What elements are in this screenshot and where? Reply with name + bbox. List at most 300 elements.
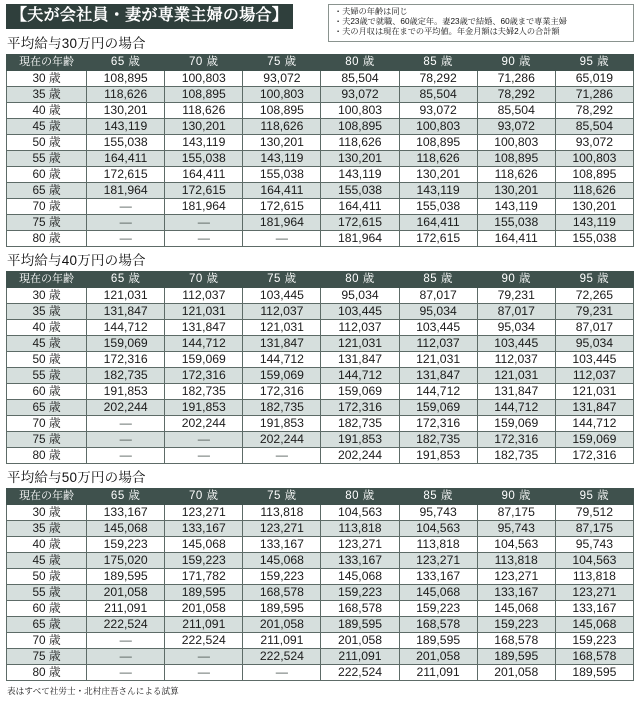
amount-cell: 133,167 [243, 537, 321, 553]
amount-cell: 112,037 [321, 320, 399, 336]
amount-cell: 118,626 [243, 119, 321, 135]
amount-cell: 130,201 [555, 199, 633, 215]
amount-cell: — [87, 231, 165, 247]
section-title: 平均給与30万円の場合 [7, 36, 146, 51]
row-header-age: 35 歳 [7, 87, 87, 103]
amount-cell: 118,626 [321, 135, 399, 151]
row-header-age: 75 歳 [7, 215, 87, 231]
amount-cell: 159,223 [321, 585, 399, 601]
section-title: 平均給与50万円の場合 [7, 470, 146, 485]
amount-cell: 112,037 [399, 336, 477, 352]
amount-cell: 211,091 [243, 633, 321, 649]
amount-cell: 172,615 [87, 167, 165, 183]
table-row [7, 87, 634, 103]
row-header-age: 60 歳 [7, 384, 87, 400]
row-header-age: 70 歳 [7, 633, 87, 649]
amount-cell: 172,615 [243, 199, 321, 215]
column-header-age-1: 65 歳 [87, 55, 165, 71]
salary-section-2 [6, 252, 634, 464]
row-header-age: 55 歳 [7, 368, 87, 384]
amount-cell: 95,034 [321, 288, 399, 304]
amount-cell: 123,271 [555, 585, 633, 601]
amount-cell: 155,038 [321, 183, 399, 199]
amount-cell: 123,271 [165, 505, 243, 521]
amount-cell: — [165, 231, 243, 247]
page-title: 【夫が会社員・妻が専業主婦の場合】 [6, 4, 293, 29]
amount-cell: 78,292 [555, 103, 633, 119]
amount-cell: 130,201 [87, 103, 165, 119]
amount-cell: 100,803 [477, 135, 555, 151]
row-header-age: 50 歳 [7, 135, 87, 151]
amount-cell: 191,853 [243, 416, 321, 432]
amount-cell: 100,803 [555, 151, 633, 167]
amount-cell: 104,563 [555, 553, 633, 569]
amount-cell: 143,119 [87, 119, 165, 135]
column-header-age-2: 70 歳 [165, 272, 243, 288]
amount-cell: 103,445 [477, 336, 555, 352]
amount-cell: 72,265 [555, 288, 633, 304]
amount-cell: 95,743 [399, 505, 477, 521]
amount-cell: 118,626 [165, 103, 243, 119]
amount-cell: 172,615 [399, 231, 477, 247]
amount-cell: 145,068 [399, 585, 477, 601]
amount-cell: 130,201 [321, 151, 399, 167]
amount-cell: 155,038 [555, 231, 633, 247]
amount-cell: 85,504 [399, 87, 477, 103]
amount-cell: 155,038 [87, 135, 165, 151]
amount-cell: — [165, 448, 243, 464]
amount-cell: 211,091 [165, 617, 243, 633]
column-header-age-6: 90 歳 [477, 489, 555, 505]
amount-cell: 112,037 [243, 304, 321, 320]
table-row [7, 151, 634, 167]
row-header-age: 65 歳 [7, 400, 87, 416]
amount-cell: 118,626 [555, 183, 633, 199]
amount-cell: 145,068 [243, 553, 321, 569]
amount-cell: 202,244 [165, 416, 243, 432]
amount-cell: 159,223 [477, 617, 555, 633]
amount-cell: 104,563 [321, 505, 399, 521]
column-header-age-1: 65 歳 [87, 272, 165, 288]
amount-cell: — [87, 432, 165, 448]
amount-cell: 144,712 [87, 320, 165, 336]
amount-cell: 133,167 [165, 521, 243, 537]
table-row [7, 569, 634, 585]
amount-cell: — [165, 432, 243, 448]
pension-amount-table [6, 54, 634, 247]
amount-cell: 211,091 [87, 601, 165, 617]
amount-cell: 222,524 [165, 633, 243, 649]
amount-cell: 164,411 [399, 215, 477, 231]
row-header-age: 45 歳 [7, 336, 87, 352]
amount-cell: 189,595 [165, 585, 243, 601]
amount-cell: 144,712 [399, 384, 477, 400]
amount-cell: 191,853 [321, 432, 399, 448]
amount-cell: 95,034 [399, 304, 477, 320]
table-row [7, 416, 634, 432]
amount-cell: 113,818 [243, 505, 321, 521]
amount-cell: 159,223 [399, 601, 477, 617]
amount-cell: 85,504 [555, 119, 633, 135]
amount-cell: 159,069 [165, 352, 243, 368]
amount-cell: 189,595 [477, 649, 555, 665]
amount-cell: 95,034 [555, 336, 633, 352]
amount-cell: 164,411 [87, 151, 165, 167]
amount-cell: 202,244 [243, 432, 321, 448]
row-header-age: 75 歳 [7, 432, 87, 448]
amount-cell: 93,072 [477, 119, 555, 135]
table-row [7, 384, 634, 400]
amount-cell: 172,316 [399, 416, 477, 432]
amount-cell: 108,895 [321, 119, 399, 135]
amount-cell: 159,223 [87, 537, 165, 553]
table-row [7, 585, 634, 601]
amount-cell: 181,964 [243, 215, 321, 231]
row-header-age: 40 歳 [7, 320, 87, 336]
amount-cell: 143,119 [555, 215, 633, 231]
amount-cell: 95,743 [477, 521, 555, 537]
table-row [7, 183, 634, 199]
amount-cell: — [87, 199, 165, 215]
amount-cell: 78,292 [399, 71, 477, 87]
amount-cell: 159,069 [477, 416, 555, 432]
table-row [7, 336, 634, 352]
row-header-age: 55 歳 [7, 585, 87, 601]
table-row [7, 199, 634, 215]
amount-cell: 130,201 [165, 119, 243, 135]
amount-cell: 85,504 [321, 71, 399, 87]
row-header-age: 30 歳 [7, 288, 87, 304]
column-header-current-age: 現在の年齢 [7, 489, 87, 505]
table-row [7, 215, 634, 231]
amount-cell: 131,847 [87, 304, 165, 320]
salary-section-3 [6, 469, 634, 681]
amount-cell: 144,712 [321, 368, 399, 384]
amount-cell: 118,626 [87, 87, 165, 103]
amount-cell: 155,038 [399, 199, 477, 215]
amount-cell: 144,712 [165, 336, 243, 352]
row-header-age: 70 歳 [7, 199, 87, 215]
amount-cell: 172,316 [477, 432, 555, 448]
amount-cell: 172,316 [555, 448, 633, 464]
row-header-age: 80 歳 [7, 665, 87, 681]
row-header-age: 35 歳 [7, 521, 87, 537]
table-row [7, 448, 634, 464]
amount-cell: 103,445 [399, 320, 477, 336]
amount-cell: 121,031 [87, 288, 165, 304]
amount-cell: 131,847 [165, 320, 243, 336]
amount-cell: 143,119 [243, 151, 321, 167]
amount-cell: 108,895 [243, 103, 321, 119]
amount-cell: 164,411 [165, 167, 243, 183]
amount-cell: 182,735 [165, 384, 243, 400]
amount-cell: 172,316 [243, 384, 321, 400]
column-header-current-age: 現在の年齢 [7, 55, 87, 71]
amount-cell: 171,782 [165, 569, 243, 585]
row-header-age: 55 歳 [7, 151, 87, 167]
table-row [7, 288, 634, 304]
amount-cell: 113,818 [555, 569, 633, 585]
amount-cell: 112,037 [555, 368, 633, 384]
amount-cell: 191,853 [165, 400, 243, 416]
amount-cell: 121,031 [477, 368, 555, 384]
amount-cell: 172,615 [321, 215, 399, 231]
amount-cell: — [87, 649, 165, 665]
table-row [7, 352, 634, 368]
row-header-age: 30 歳 [7, 71, 87, 87]
amount-cell: 182,735 [87, 368, 165, 384]
document-header [6, 4, 634, 37]
amount-cell: — [87, 215, 165, 231]
row-header-age: 60 歳 [7, 167, 87, 183]
amount-cell: 113,818 [321, 521, 399, 537]
amount-cell: — [165, 215, 243, 231]
table-header-row [7, 489, 634, 505]
table-row [7, 135, 634, 151]
amount-cell: 189,595 [243, 601, 321, 617]
amount-cell: 100,803 [399, 119, 477, 135]
amount-cell: 164,411 [321, 199, 399, 215]
table-row [7, 649, 634, 665]
amount-cell: 159,069 [87, 336, 165, 352]
amount-cell: 143,119 [321, 167, 399, 183]
column-header-age-4: 80 歳 [321, 489, 399, 505]
amount-cell: 87,017 [399, 288, 477, 304]
amount-cell: 121,031 [165, 304, 243, 320]
amount-cell: 159,223 [243, 569, 321, 585]
amount-cell: 175,020 [87, 553, 165, 569]
amount-cell: 133,167 [555, 601, 633, 617]
amount-cell: 164,411 [243, 183, 321, 199]
amount-cell: 103,445 [321, 304, 399, 320]
amount-cell: 189,595 [555, 665, 633, 681]
amount-cell: — [165, 665, 243, 681]
row-header-age: 50 歳 [7, 569, 87, 585]
table-row [7, 320, 634, 336]
table-row [7, 432, 634, 448]
amount-cell: 133,167 [477, 585, 555, 601]
column-header-current-age: 現在の年齢 [7, 272, 87, 288]
row-header-age: 45 歳 [7, 119, 87, 135]
amount-cell: 168,578 [243, 585, 321, 601]
column-header-age-2: 70 歳 [165, 55, 243, 71]
amount-cell: 168,578 [321, 601, 399, 617]
column-header-age-5: 85 歳 [399, 272, 477, 288]
amount-cell: 78,292 [477, 87, 555, 103]
column-header-age-1: 65 歳 [87, 489, 165, 505]
amount-cell: 159,069 [321, 384, 399, 400]
amount-cell: 181,964 [165, 199, 243, 215]
row-header-age: 60 歳 [7, 601, 87, 617]
amount-cell: — [243, 231, 321, 247]
row-header-age: 35 歳 [7, 304, 87, 320]
amount-cell: 202,244 [321, 448, 399, 464]
table-row [7, 553, 634, 569]
amount-cell: 159,069 [399, 400, 477, 416]
amount-cell: 159,223 [555, 633, 633, 649]
amount-cell: 123,271 [399, 553, 477, 569]
amount-cell: 79,512 [555, 505, 633, 521]
table-row [7, 601, 634, 617]
amount-cell: 121,031 [243, 320, 321, 336]
table-row [7, 231, 634, 247]
table-row [7, 665, 634, 681]
amount-cell: 103,445 [243, 288, 321, 304]
amount-cell: 189,595 [321, 617, 399, 633]
amount-cell: 121,031 [321, 336, 399, 352]
pension-amount-table [6, 488, 634, 681]
amount-cell: — [87, 448, 165, 464]
amount-cell: 211,091 [321, 649, 399, 665]
amount-cell: 93,072 [321, 87, 399, 103]
amount-cell: 104,563 [399, 521, 477, 537]
amount-cell: 182,735 [399, 432, 477, 448]
amount-cell: 201,058 [321, 633, 399, 649]
amount-cell: 123,271 [477, 569, 555, 585]
amount-cell: 189,595 [399, 633, 477, 649]
amount-cell: 155,038 [477, 215, 555, 231]
table-row [7, 167, 634, 183]
amount-cell: 182,735 [477, 448, 555, 464]
column-header-age-7: 95 歳 [555, 272, 633, 288]
amount-cell: 95,743 [555, 537, 633, 553]
table-row [7, 521, 634, 537]
amount-cell: 118,626 [477, 167, 555, 183]
amount-cell: 65,019 [555, 71, 633, 87]
column-header-age-2: 70 歳 [165, 489, 243, 505]
amount-cell: 118,626 [399, 151, 477, 167]
amount-cell: 133,167 [321, 553, 399, 569]
amount-cell: 104,563 [477, 537, 555, 553]
amount-cell: — [165, 649, 243, 665]
column-header-age-6: 90 歳 [477, 272, 555, 288]
amount-cell: 131,847 [321, 352, 399, 368]
amount-cell: 131,847 [399, 368, 477, 384]
amount-cell: 100,803 [243, 87, 321, 103]
amount-cell: 201,058 [87, 585, 165, 601]
amount-cell: 172,316 [87, 352, 165, 368]
amount-cell: 145,068 [555, 617, 633, 633]
amount-cell: 113,818 [399, 537, 477, 553]
amount-cell: 130,201 [399, 167, 477, 183]
amount-cell: 71,286 [477, 71, 555, 87]
amount-cell: 79,231 [477, 288, 555, 304]
table-row [7, 304, 634, 320]
amount-cell: 85,504 [477, 103, 555, 119]
amount-cell: — [243, 665, 321, 681]
amount-cell: 112,037 [165, 288, 243, 304]
column-header-age-5: 85 歳 [399, 55, 477, 71]
row-header-age: 65 歳 [7, 617, 87, 633]
table-row [7, 368, 634, 384]
note-line-1: ・夫婦の年齢は同じ [334, 7, 408, 16]
amount-cell: 182,735 [321, 416, 399, 432]
row-header-age: 75 歳 [7, 649, 87, 665]
amount-cell: 168,578 [555, 649, 633, 665]
table-row [7, 103, 634, 119]
column-header-age-4: 80 歳 [321, 272, 399, 288]
amount-cell: 145,068 [87, 521, 165, 537]
amount-cell: 131,847 [555, 400, 633, 416]
source-note: 表はすべて社労士・北村庄吾さんによる試算 [7, 686, 179, 696]
row-header-age: 30 歳 [7, 505, 87, 521]
table-row [7, 505, 634, 521]
row-header-age: 50 歳 [7, 352, 87, 368]
amount-cell: 172,316 [165, 368, 243, 384]
amount-cell: 222,524 [243, 649, 321, 665]
amount-cell: 71,286 [555, 87, 633, 103]
row-header-age: 40 歳 [7, 537, 87, 553]
table-sections [6, 35, 634, 681]
amount-cell: 143,119 [477, 199, 555, 215]
salary-section-1 [6, 35, 634, 247]
amount-cell: 144,712 [243, 352, 321, 368]
amount-cell: 121,031 [399, 352, 477, 368]
row-header-age: 70 歳 [7, 416, 87, 432]
column-header-age-7: 95 歳 [555, 55, 633, 71]
amount-cell: 79,231 [555, 304, 633, 320]
amount-cell: 222,524 [87, 617, 165, 633]
column-header-age-3: 75 歳 [243, 489, 321, 505]
amount-cell: 113,818 [477, 553, 555, 569]
amount-cell: — [243, 448, 321, 464]
row-header-age: 65 歳 [7, 183, 87, 199]
amount-cell: 191,853 [399, 448, 477, 464]
amount-cell: 133,167 [87, 505, 165, 521]
amount-cell: 130,201 [477, 183, 555, 199]
amount-cell: 164,411 [477, 231, 555, 247]
section-title: 平均給与40万円の場合 [7, 253, 146, 268]
amount-cell: 144,712 [555, 416, 633, 432]
amount-cell: 87,017 [555, 320, 633, 336]
amount-cell: 121,031 [555, 384, 633, 400]
amount-cell: 87,175 [477, 505, 555, 521]
amount-cell: 100,803 [165, 71, 243, 87]
amount-cell: — [87, 665, 165, 681]
amount-cell: — [87, 416, 165, 432]
amount-cell: 100,803 [321, 103, 399, 119]
amount-cell: 159,069 [555, 432, 633, 448]
amount-cell: 202,244 [87, 400, 165, 416]
table-row [7, 119, 634, 135]
table-row [7, 400, 634, 416]
pension-amount-table [6, 271, 634, 464]
amount-cell: 155,038 [243, 167, 321, 183]
amount-cell: 108,895 [165, 87, 243, 103]
amount-cell: 123,271 [321, 537, 399, 553]
amount-cell: 191,853 [87, 384, 165, 400]
assumptions-note-box [328, 4, 634, 42]
amount-cell: 201,058 [165, 601, 243, 617]
table-row [7, 617, 634, 633]
column-header-age-3: 75 歳 [243, 55, 321, 71]
amount-cell: 108,895 [477, 151, 555, 167]
row-header-age: 45 歳 [7, 553, 87, 569]
column-header-age-6: 90 歳 [477, 55, 555, 71]
amount-cell: 201,058 [243, 617, 321, 633]
amount-cell: 87,175 [555, 521, 633, 537]
amount-cell: 211,091 [399, 665, 477, 681]
amount-cell: 95,034 [477, 320, 555, 336]
amount-cell: 145,068 [477, 601, 555, 617]
amount-cell: 133,167 [399, 569, 477, 585]
table-header-row [7, 55, 634, 71]
amount-cell: 155,038 [165, 151, 243, 167]
amount-cell: 108,895 [399, 135, 477, 151]
column-header-age-7: 95 歳 [555, 489, 633, 505]
amount-cell: 130,201 [243, 135, 321, 151]
column-header-age-4: 80 歳 [321, 55, 399, 71]
